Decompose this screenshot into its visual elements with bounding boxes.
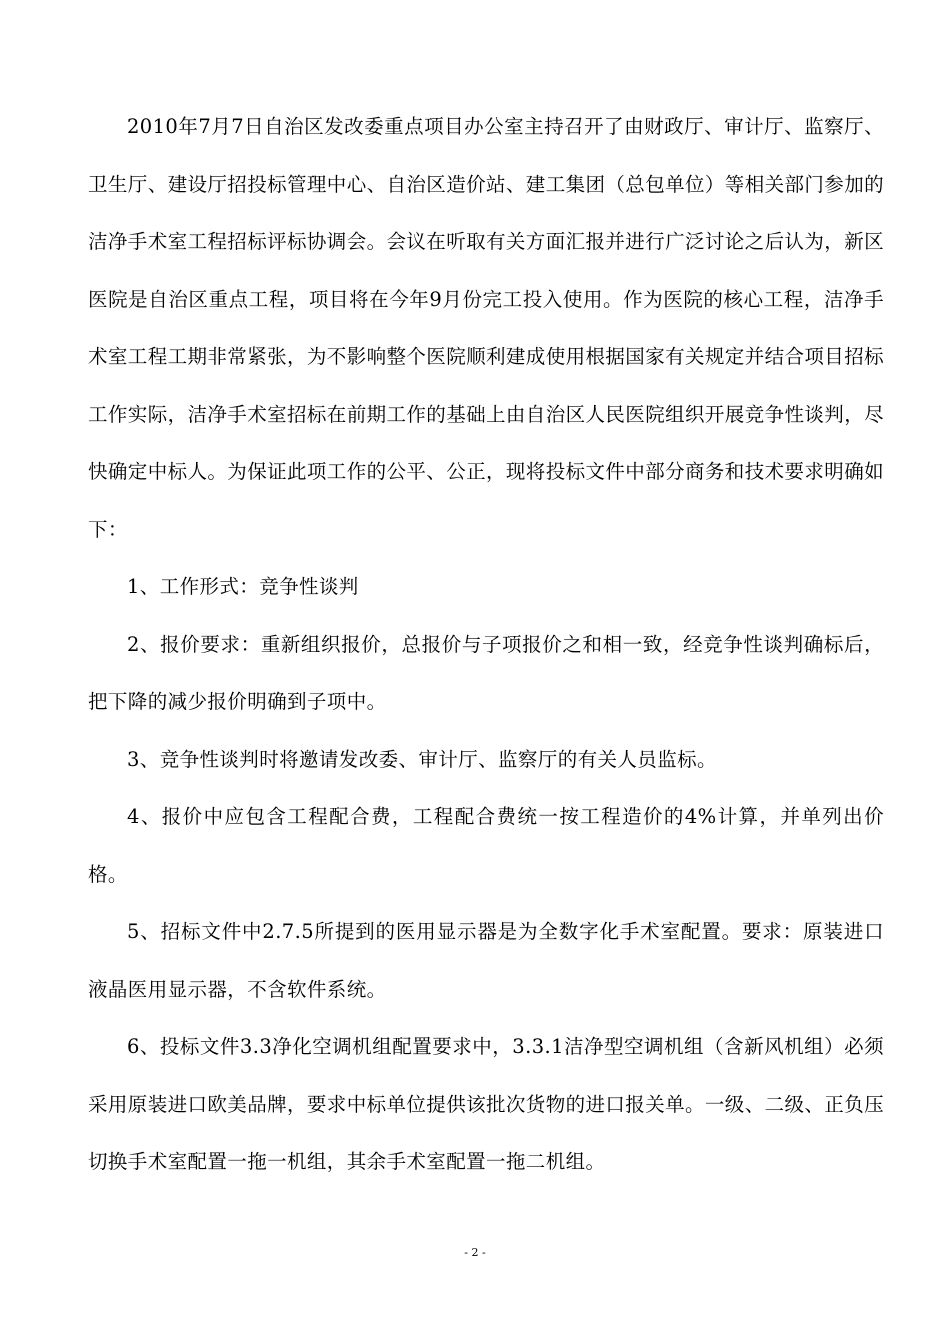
paragraph-item-2: 2、报价要求：重新组织报价，总报价与子项报价之和相一致，经竞争性谈判确标后，把下降的减少报价明确到子项中。 (88, 632, 884, 713)
document-body (88, 98, 884, 1191)
paragraph-item-5: 5、招标文件中2.7.5所提到的医用显示器是为全数字化手术室配置。要求：原装进口液晶医用显示器，不含软件系统。 (88, 920, 884, 1001)
paragraph-item-1: 1、工作形式：竞争性谈判 (127, 575, 359, 598)
page-number: - 2 - (464, 1246, 486, 1259)
paragraph-item-6: 6、投标文件3.3净化空调机组配置要求中，3.3.1洁净型空调机组（含新风机组）必须采用原装进口欧美品牌，要求中标单位提供该批次货物的进口报关单。一级、二级、正负压切换手术室配置一拖一机组，其余手术室配置一拖二机组。 (88, 1035, 885, 1173)
paragraph-item-3: 3、竞争性谈判时将邀请发改委、审计厅、监察厅的有关人员监标。 (127, 747, 717, 771)
paragraph-intro: 2010年7月7日自治区发改委重点项目办公室主持召开了由财政厅、审计厅、监察厅、卫生厅、建设厅招投标管理中心、自治区造价站、建工集团（总包单位）等相关部门参加的洁净手术室工程招标评标协调会。会议在听取有关方面汇报并进行广泛讨论之后认为，新区医院是自治区重点工程，项目将在今年9月份完工投入使用。作为医院的核心工程，洁净手术室工程工期非常紧张，为不影响整个医院顺利建成使用根据国家有关规定并结合项目招标工作实际，洁净手术室招标在前期工作的基础上由自治区人民医院组织开展竞争性谈判，尽快确定中标人。为保证此项工作的公平、公正，现将投标文件中部分商务和技术要求明确如下： (88, 115, 885, 541)
paragraph-item-4: 4、报价中应包含工程配合费，工程配合费统一按工程造价的4%计算，并单列出价格。 (88, 805, 884, 886)
